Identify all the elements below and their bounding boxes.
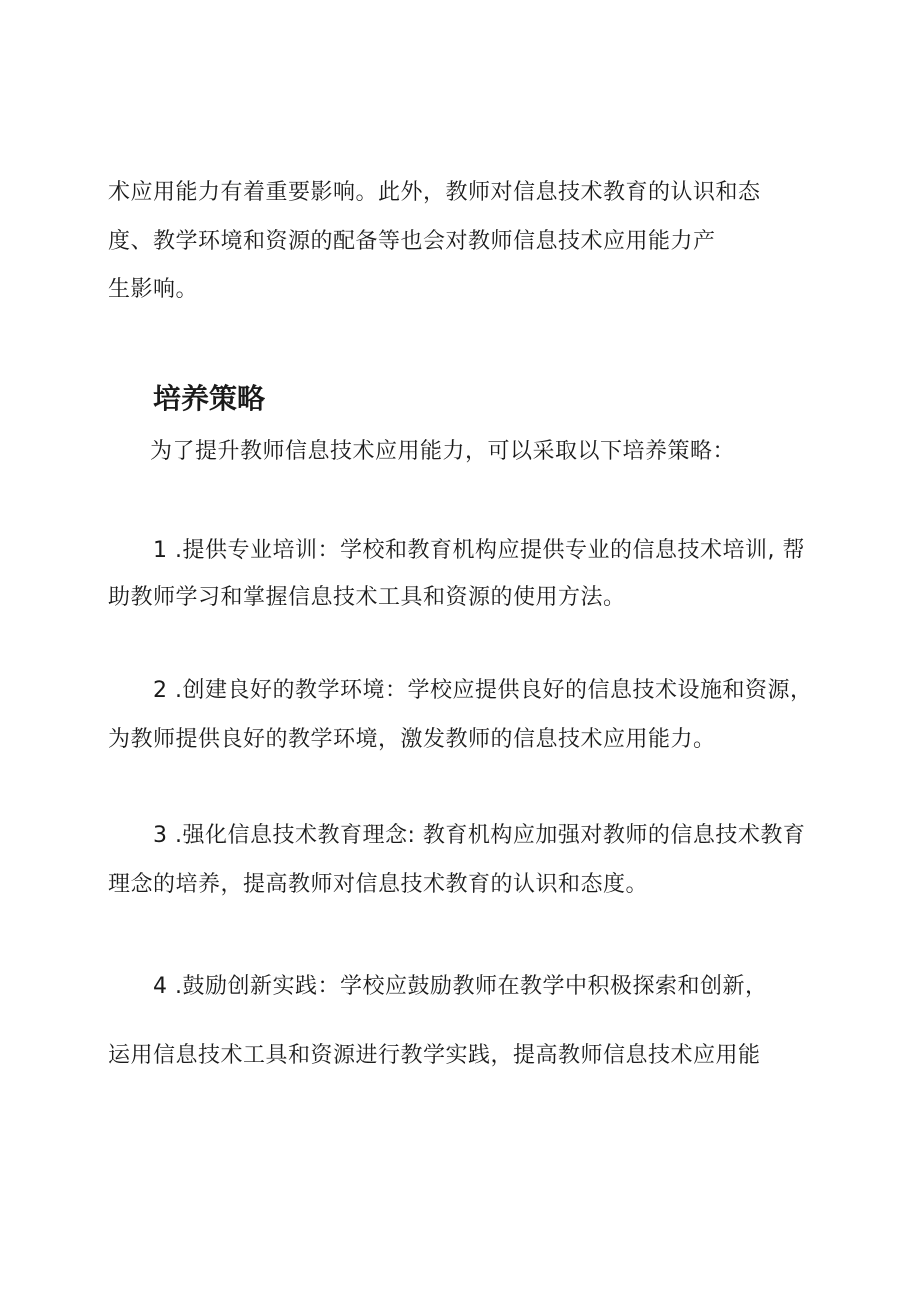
intro-line-2: 度、教学环境和资源的配备等也会对教师信息技术应用能力产	[108, 229, 716, 254]
intro-line-3: 生影响。	[108, 277, 199, 302]
list-item-1-line-2: 助教师学习和掌握信息技术工具和资源的使用方法。	[108, 585, 626, 610]
list-item-3-line-2: 理念的培养，提高教师对信息技术教育的认识和态度。	[108, 872, 649, 897]
section-lead: 为了提升教师信息技术应用能力，可以采取以下培养策略：	[150, 439, 736, 464]
list-item-1-line-1: 1 .提供专业培训：学校和教育机构应提供专业的信息技术培训, 帮	[153, 538, 805, 563]
list-item-2-line-1: 2 .创建良好的教学环境：学校应提供良好的信息技术设施和资源，	[153, 678, 813, 703]
list-item-4-line-1: 4 .鼓励创新实践：学校应鼓励教师在教学中积极探索和创新，	[153, 974, 768, 999]
section-heading: 培养策略	[153, 382, 266, 415]
list-item-3-line-1: 3 .强化信息技术教育理念: 教育机构应加强对教师的信息技术教育	[153, 823, 806, 848]
list-item-4-line-2: 运用信息技术工具和资源进行教学实践，提高教师信息技术应用能	[108, 1043, 761, 1068]
list-item-2-line-2: 为教师提供良好的教学环境，激发教师的信息技术应用能力。	[108, 727, 716, 752]
intro-line-1: 术应用能力有着重要影响。此外，教师对信息技术教育的认识和态	[108, 180, 761, 205]
